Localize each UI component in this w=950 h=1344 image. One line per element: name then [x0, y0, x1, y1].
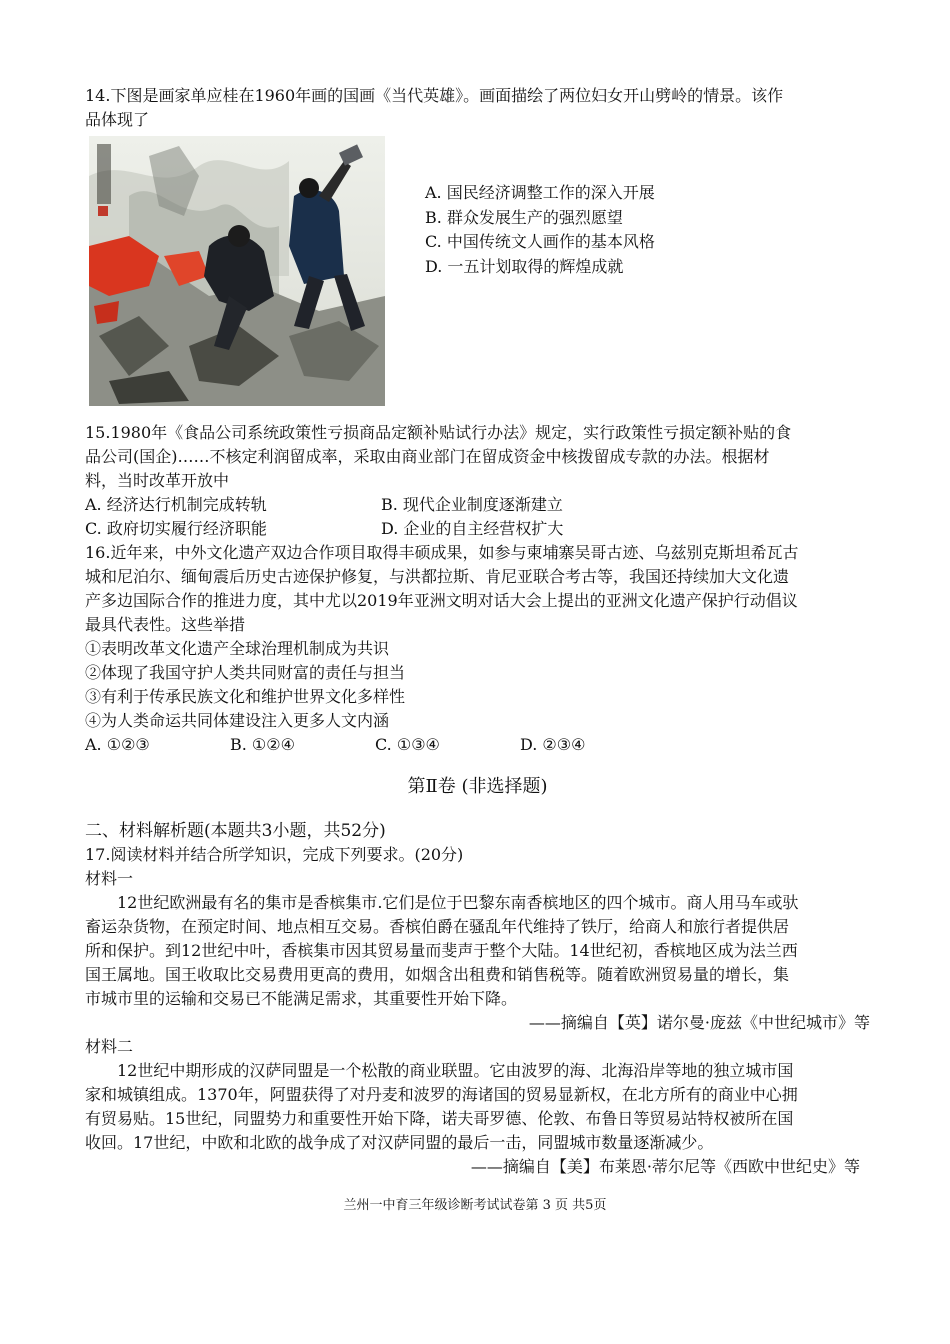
- q16-option-a[interactable]: A. ①②③: [85, 735, 150, 754]
- q15-stem-line2: 品公司(国企)……不核定利润留成率，采取由商业部门在留成资金中核拨留成专款的办法。根据材: [85, 447, 770, 466]
- q16-statement-2: ②体现了我国守护人类共同财富的责任与担当: [85, 663, 406, 682]
- material-1-label: 材料一: [85, 869, 134, 888]
- section-title: 第Ⅱ卷 (非选择题): [407, 776, 548, 797]
- q16-statement-4: ④为人类命运共同体建设注入更多人文内涵: [85, 711, 390, 730]
- material-2-line2: 家和城镇组成。1370年，阿盟获得了对丹麦和波罗的海诸国的贸易显新权，在北方所有的商业中心拥: [85, 1085, 798, 1104]
- material-2-source: ——摘编自【美】布莱恩·蒂尔尼等《西欧中世纪史》等: [470, 1157, 860, 1176]
- material-1-line5: 市城市里的运输和交易已不能满足需求，其重要性开始下降。: [85, 989, 518, 1008]
- page-footer: 兰州一中育三年级诊断考试试卷第 3 页 共5页: [343, 1198, 607, 1213]
- material-1-source: ——摘编自【英】诺尔曼·庞兹《中世纪城市》等: [528, 1013, 870, 1032]
- part2-heading: 二、材料解析题(本题共3小题，共52分): [85, 821, 386, 841]
- q15-option-b[interactable]: B. 现代企业制度逐渐建立: [381, 495, 563, 514]
- q15-option-a[interactable]: A. 经济达行机制完成转轨: [85, 495, 267, 514]
- q16-option-c[interactable]: C. ①③④: [375, 735, 440, 754]
- q16-statement-1: ①表明改革文化遗产全球治理机制成为共识: [85, 639, 390, 658]
- material-1-line4: 国王属地。国王收取比交易费用更高的费用，如烟含出租费和销售税等。随着欧洲贸易量的增长，集: [85, 965, 790, 984]
- q16-stem-line2: 城和尼泊尔、缅甸震后历史古迹保护修复，与洪都拉斯、肯尼亚联合考古等，我国还持续加大文化遗: [85, 567, 790, 586]
- q16-statement-3: ③有利于传承民族文化和维护世界文化多样性: [85, 687, 406, 706]
- material-2-label: 材料二: [85, 1037, 134, 1056]
- question-17: [85, 843, 870, 1179]
- q14-stem-line2: 品体现了: [85, 110, 150, 129]
- material-1-line1: 12世纪欧洲最有名的集市是香槟集市.它们是位于巴黎东南香槟地区的四个城市。商人用马车或驮: [117, 893, 799, 912]
- painting-illustration: [89, 136, 385, 406]
- q14-option-b[interactable]: B. 群众发展生产的强烈愿望: [425, 207, 623, 227]
- q15-option-d[interactable]: D. 企业的自主经营权扩大: [381, 519, 564, 538]
- q16-stem-line4: 最具代表性。这些举措: [85, 615, 246, 634]
- question-15: [85, 421, 870, 541]
- q14-option-d[interactable]: D. 一五计划取得的辉煌成就: [425, 256, 624, 276]
- q14-stem-line1: 14.下图是画家单应桂在1960年画的国画《当代英雄》。画面描绘了两位妇女开山劈岭的情景。该作: [85, 86, 784, 105]
- question-14: [85, 84, 870, 411]
- q15-stem-line3: 料，当时改革开放中: [85, 471, 230, 490]
- q16-option-b[interactable]: B. ①②④: [230, 735, 295, 754]
- q15-stem-line1: 15.1980年《食品公司系统政策性亏损商品定额补贴试行办法》规定，实行政策性亏损定额补贴的食: [85, 423, 792, 442]
- material-1-line3: 所和保护。到12世纪中叶，香槟集市因其贸易量而斐声于整个大陆。14世纪初，香槟地区成为法兰西: [85, 941, 798, 960]
- material-2-line4: 收回。17世纪，中欧和北欧的战争成了对汉萨同盟的最后一击，同盟城市数量逐渐减少。: [85, 1133, 714, 1152]
- material-2-line1: 12世纪中期形成的汉萨同盟是一个松散的商业联盟。它由波罗的海、北海沿岸等地的独立城市国: [117, 1061, 794, 1080]
- q14-options: [425, 181, 655, 279]
- q16-stem-line3: 产多边国际合作的推进力度，其中尤以2019年亚洲文明对话大会上提出的亚洲文化遗产保护行动倡议: [85, 591, 798, 610]
- q16-stem-line1: 16.近年来，中外文化遗产双边合作项目取得丰硕成果，如参与柬埔寨吴哥古迹、乌兹别克斯坦希瓦古: [85, 543, 799, 562]
- material-1-line2: 畜运杂货物，在预定时间、地点相互交易。香槟伯爵在骚乱年代维持了铁厅，给商人和旅行者提供居: [85, 917, 790, 936]
- q14-option-c[interactable]: C. 中国传统文人画作的基本风格: [425, 232, 655, 251]
- q16-option-d[interactable]: D. ②③④: [520, 735, 586, 754]
- exam-page: [85, 84, 870, 1179]
- q15-option-c[interactable]: C. 政府切实履行经济职能: [85, 519, 267, 538]
- question-16: [85, 541, 870, 757]
- q14-option-a[interactable]: A. 国民经济调整工作的深入开展: [425, 183, 655, 202]
- material-2-line3: 有贸易贴。15世纪，同盟势力和重要性开始下降，诺夫哥罗德、伦敦、布鲁日等贸易站特权被所在国: [85, 1109, 794, 1128]
- painting-image: [89, 136, 385, 406]
- q17-stem: 17.阅读材料并结合所学知识，完成下列要求。(20分): [85, 845, 464, 864]
